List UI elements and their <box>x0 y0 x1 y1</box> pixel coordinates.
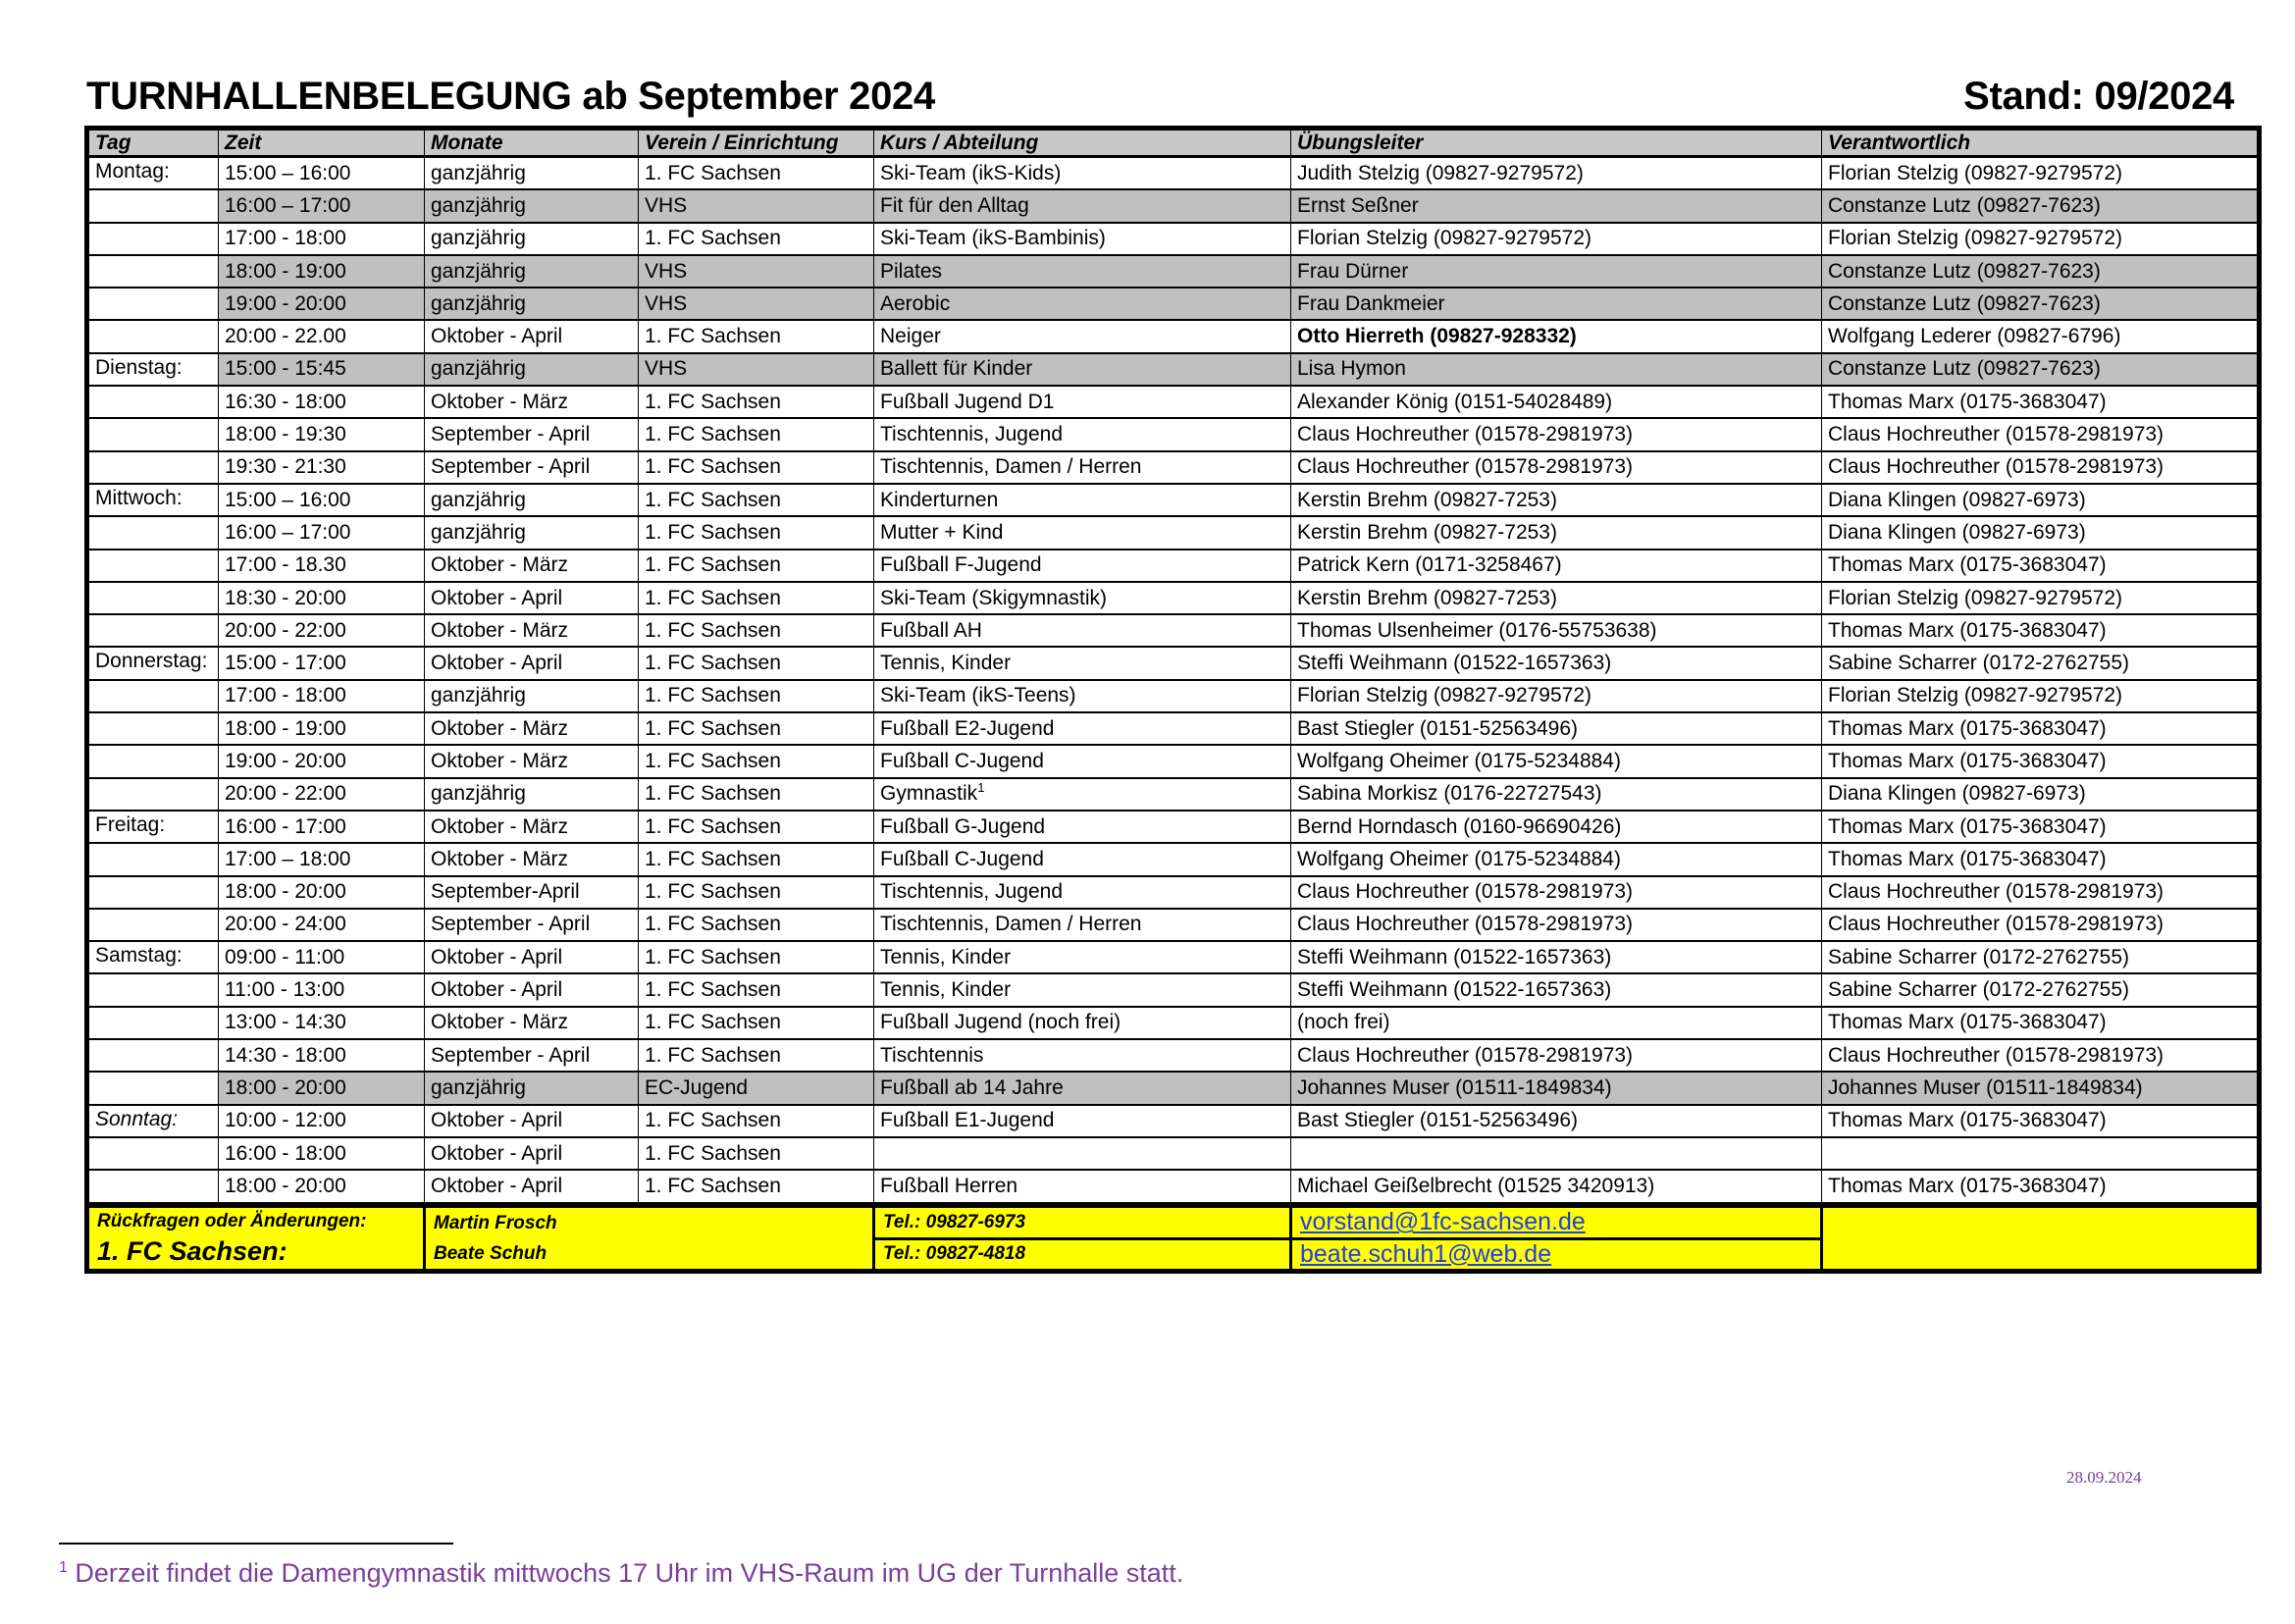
cell-kurs: Tischtennis, Damen / Herren <box>874 451 1291 484</box>
cell-tag <box>87 614 219 647</box>
table-row <box>87 582 2260 614</box>
footnote-marker: 1 <box>59 1559 68 1576</box>
cell-zeit: 15:00 - 15:45 <box>219 353 425 386</box>
cell-kurs: Pilates <box>874 255 1291 288</box>
contact-box <box>84 1203 2262 1274</box>
cell-monate: ganzjährig <box>425 223 639 255</box>
cell-tag <box>87 680 219 712</box>
cell-verantwortlich: Claus Hochreuther (01578-2981973) <box>1822 876 2260 909</box>
cell-tag <box>87 778 219 811</box>
cell-tag <box>87 582 219 614</box>
cell-tag <box>87 223 219 255</box>
cell-tag <box>87 189 219 222</box>
table-row <box>87 1007 2260 1039</box>
email-link-beate[interactable]: beate.schuh1@web.de <box>1300 1239 1552 1268</box>
table-row <box>87 189 2260 222</box>
cell-kurs: Fußball C-Jugend <box>874 843 1291 875</box>
cell-monate: ganzjährig <box>425 680 639 712</box>
cell-tag <box>87 712 219 745</box>
cell-tag <box>87 1039 219 1072</box>
cell-leiter: Otto Hierreth (09827-928332) <box>1291 320 1822 352</box>
cell-leiter: Steffi Weihmann (01522-1657363) <box>1291 973 1822 1006</box>
cell-monate: Oktober - April <box>425 320 639 352</box>
cell-leiter: Bernd Horndasch (0160-96690426) <box>1291 811 1822 843</box>
cell-tag <box>87 255 219 288</box>
cell-leiter: Wolfgang Oheimer (0175-5234884) <box>1291 843 1822 875</box>
footnote-text: Derzeit findet die Damengymnastik mittwochs 17 Uhr im VHS-Raum im UG der Turnhalle statt. <box>75 1558 1184 1588</box>
table-row <box>87 811 2260 843</box>
contact-name-2: Beate Schuh <box>434 1243 548 1264</box>
cell-zeit: 16:00 – 17:00 <box>219 516 425 549</box>
cell-tag <box>87 1137 219 1170</box>
schedule-header <box>87 129 2260 157</box>
cell-verantwortlich: Sabine Scharrer (0172-2762755) <box>1822 941 2260 973</box>
cell-kurs: Fußball AH <box>874 614 1291 647</box>
cell-tag: Dienstag: <box>87 353 219 386</box>
cell-zeit: 18:00 - 20:00 <box>219 1072 425 1104</box>
cell-leiter <box>1291 1137 1822 1170</box>
cell-leiter: Bast Stiegler (0151-52563496) <box>1291 1105 1822 1137</box>
cell-verein: 1. FC Sachsen <box>639 223 874 255</box>
table-row <box>87 876 2260 909</box>
cell-verantwortlich: Thomas Marx (0175-3683047) <box>1822 550 2260 582</box>
cell-zeit: 17:00 - 18:00 <box>219 223 425 255</box>
cell-kurs: Fußball E1-Jugend <box>874 1105 1291 1137</box>
table-row <box>87 778 2260 811</box>
cell-tag: Freitag: <box>87 811 219 843</box>
cell-zeit: 15:00 – 16:00 <box>219 484 425 516</box>
cell-verein: 1. FC Sachsen <box>639 451 874 484</box>
cell-monate: Oktober - März <box>425 745 639 777</box>
cell-leiter: Thomas Ulsenheimer (0176-55753638) <box>1291 614 1822 647</box>
table-row <box>87 255 2260 288</box>
contact-name-1: Martin Frosch <box>434 1213 557 1233</box>
cell-verein: 1. FC Sachsen <box>639 1007 874 1039</box>
cell-kurs: Fußball E2-Jugend <box>874 712 1291 745</box>
column-header: Tag <box>87 129 219 157</box>
cell-kurs: Tischtennis, Damen / Herren <box>874 909 1291 941</box>
cell-zeit: 10:00 - 12:00 <box>219 1105 425 1137</box>
cell-zeit: 20:00 - 22:00 <box>219 778 425 811</box>
column-header: Verantwortlich <box>1822 129 2260 157</box>
cell-verantwortlich: Constanze Lutz (09827-7623) <box>1822 189 2260 222</box>
cell-zeit: 18:00 - 20:00 <box>219 1170 425 1204</box>
cell-kurs: Fußball F-Jugend <box>874 550 1291 582</box>
cell-leiter: Claus Hochreuther (01578-2981973) <box>1291 418 1822 450</box>
cell-verein: 1. FC Sachsen <box>639 320 874 352</box>
cell-verein: 1. FC Sachsen <box>639 811 874 843</box>
contact-empty-cell <box>1822 1206 2260 1272</box>
table-row <box>87 614 2260 647</box>
cell-kurs: Fit für den Alltag <box>874 189 1291 222</box>
table-row <box>87 353 2260 386</box>
cell-verein: 1. FC Sachsen <box>639 1039 874 1072</box>
cell-verantwortlich: Thomas Marx (0175-3683047) <box>1822 712 2260 745</box>
table-row <box>87 1170 2260 1204</box>
cell-leiter: Steffi Weihmann (01522-1657363) <box>1291 941 1822 973</box>
cell-monate: Oktober - März <box>425 550 639 582</box>
cell-monate: Oktober - April <box>425 1137 639 1170</box>
cell-verantwortlich: Constanze Lutz (09827-7623) <box>1822 353 2260 386</box>
cell-verein: VHS <box>639 189 874 222</box>
cell-verantwortlich: Florian Stelzig (09827-9279572) <box>1822 680 2260 712</box>
cell-monate: Oktober - April <box>425 1170 639 1204</box>
column-header: Kurs / Abteilung <box>874 129 1291 157</box>
cell-verein: 1. FC Sachsen <box>639 386 874 418</box>
cell-verantwortlich: Sabine Scharrer (0172-2762755) <box>1822 647 2260 679</box>
column-header: Übungsleiter <box>1291 129 1822 157</box>
cell-leiter: Johannes Muser (01511-1849834) <box>1291 1072 1822 1104</box>
cell-tag <box>87 876 219 909</box>
cell-tag <box>87 550 219 582</box>
cell-zeit: 18:00 - 19:00 <box>219 255 425 288</box>
table-row <box>87 484 2260 516</box>
cell-zeit: 18:00 - 19:00 <box>219 712 425 745</box>
cell-monate: ganzjährig <box>425 353 639 386</box>
cell-monate: ganzjährig <box>425 157 639 190</box>
cell-tag <box>87 320 219 352</box>
cell-kurs: Ski-Team (ikS-Kids) <box>874 157 1291 190</box>
cell-verantwortlich: Claus Hochreuther (01578-2981973) <box>1822 451 2260 484</box>
email-link-vorstand[interactable]: vorstand@1fc-sachsen.de <box>1300 1208 1586 1236</box>
cell-monate: ganzjährig <box>425 1072 639 1104</box>
cell-zeit: 17:00 - 18.30 <box>219 550 425 582</box>
schedule-body <box>87 157 2260 1205</box>
cell-zeit: 18:30 - 20:00 <box>219 582 425 614</box>
cell-leiter: Claus Hochreuther (01578-2981973) <box>1291 876 1822 909</box>
cell-tag <box>87 418 219 450</box>
cell-verein: 1. FC Sachsen <box>639 1105 874 1137</box>
cell-verein: 1. FC Sachsen <box>639 647 874 679</box>
stand-date: Stand: 09/2024 <box>1963 75 2234 118</box>
table-row <box>87 941 2260 973</box>
cell-verein: 1. FC Sachsen <box>639 1170 874 1204</box>
table-row <box>87 550 2260 582</box>
cell-tag <box>87 516 219 549</box>
table-row <box>87 320 2260 352</box>
contact-label-cell <box>87 1206 425 1272</box>
cell-tag: Montag: <box>87 157 219 190</box>
cell-verantwortlich: Diana Klingen (09827-6973) <box>1822 516 2260 549</box>
cell-monate: Oktober - März <box>425 811 639 843</box>
cell-tag <box>87 451 219 484</box>
cell-tag <box>87 386 219 418</box>
cell-zeit: 20:00 - 24:00 <box>219 909 425 941</box>
cell-kurs: Tennis, Kinder <box>874 973 1291 1006</box>
cell-monate: Oktober - April <box>425 941 639 973</box>
cell-zeit: 18:00 - 20:00 <box>219 876 425 909</box>
table-row <box>87 157 2260 190</box>
cell-verein: VHS <box>639 255 874 288</box>
cell-kurs: Tennis, Kinder <box>874 647 1291 679</box>
contact-tel-1: Tel.: 09827-6973 <box>874 1206 1291 1239</box>
cell-tag <box>87 1170 219 1204</box>
cell-kurs: Ballett für Kinder <box>874 353 1291 386</box>
contact-club: 1. FC Sachsen: <box>97 1235 287 1266</box>
cell-verein: 1. FC Sachsen <box>639 745 874 777</box>
cell-verein: 1. FC Sachsen <box>639 516 874 549</box>
cell-zeit: 17:00 – 18:00 <box>219 843 425 875</box>
table-row <box>87 712 2260 745</box>
cell-verantwortlich: Thomas Marx (0175-3683047) <box>1822 614 2260 647</box>
cell-tag: Donnerstag: <box>87 647 219 679</box>
cell-kurs-text: Gymnastik <box>880 782 978 806</box>
cell-verantwortlich: Thomas Marx (0175-3683047) <box>1822 386 2260 418</box>
table-row <box>87 1137 2260 1170</box>
cell-leiter: Patrick Kern (0171-3258467) <box>1291 550 1822 582</box>
cell-kurs: Ski-Team (ikS-Bambinis) <box>874 223 1291 255</box>
contact-label: Rückfragen oder Änderungen: <box>97 1210 367 1231</box>
footnote <box>59 1558 1183 1589</box>
cell-zeit: 15:00 - 17:00 <box>219 647 425 679</box>
cell-tag: Samstag: <box>87 941 219 973</box>
cell-kurs: Fußball ab 14 Jahre <box>874 1072 1291 1104</box>
table-row <box>87 1039 2260 1072</box>
cell-kurs: Fußball Herren <box>874 1170 1291 1204</box>
cell-verantwortlich: Thomas Marx (0175-3683047) <box>1822 843 2260 875</box>
cell-monate: Oktober - April <box>425 973 639 1006</box>
cell-leiter: Frau Dürner <box>1291 255 1822 288</box>
cell-monate: Oktober - April <box>425 1105 639 1137</box>
cell-verein: 1. FC Sachsen <box>639 484 874 516</box>
cell-leiter: Wolfgang Oheimer (0175-5234884) <box>1291 745 1822 777</box>
cell-monate: ganzjährig <box>425 778 639 811</box>
cell-verantwortlich: Thomas Marx (0175-3683047) <box>1822 745 2260 777</box>
cell-leiter: Steffi Weihmann (01522-1657363) <box>1291 647 1822 679</box>
cell-zeit: 15:00 – 16:00 <box>219 157 425 190</box>
cell-kurs <box>874 778 1291 811</box>
cell-leiter: (noch frei) <box>1291 1007 1822 1039</box>
cell-leiter: Claus Hochreuther (01578-2981973) <box>1291 451 1822 484</box>
cell-leiter: Frau Dankmeier <box>1291 288 1822 320</box>
cell-kurs: Ski-Team (Skigymnastik) <box>874 582 1291 614</box>
cell-verantwortlich: Claus Hochreuther (01578-2981973) <box>1822 909 2260 941</box>
cell-kurs <box>874 1137 1291 1170</box>
table-row <box>87 1072 2260 1104</box>
cell-verantwortlich: Thomas Marx (0175-3683047) <box>1822 1170 2260 1204</box>
cell-verantwortlich: Florian Stelzig (09827-9279572) <box>1822 223 2260 255</box>
cell-kurs: Ski-Team (ikS-Teens) <box>874 680 1291 712</box>
cell-kurs: Neiger <box>874 320 1291 352</box>
cell-verantwortlich: Florian Stelzig (09827-9279572) <box>1822 582 2260 614</box>
cell-zeit: 20:00 - 22.00 <box>219 320 425 352</box>
cell-zeit: 20:00 - 22:00 <box>219 614 425 647</box>
cell-leiter: Bast Stiegler (0151-52563496) <box>1291 712 1822 745</box>
cell-monate: September - April <box>425 1039 639 1072</box>
cell-monate: ganzjährig <box>425 516 639 549</box>
cell-kurs: Tischtennis, Jugend <box>874 876 1291 909</box>
cell-verein: EC-Jugend <box>639 1072 874 1104</box>
cell-verein: 1. FC Sachsen <box>639 712 874 745</box>
table-row <box>87 680 2260 712</box>
cell-zeit: 19:00 - 20:00 <box>219 745 425 777</box>
cell-verantwortlich: Thomas Marx (0175-3683047) <box>1822 1007 2260 1039</box>
cell-verantwortlich: Diana Klingen (09827-6973) <box>1822 484 2260 516</box>
cell-leiter: Ernst Seßner <box>1291 189 1822 222</box>
cell-leiter: Alexander König (0151-54028489) <box>1291 386 1822 418</box>
cell-monate: ganzjährig <box>425 255 639 288</box>
cell-verein: 1. FC Sachsen <box>639 582 874 614</box>
cell-leiter: Lisa Hymon <box>1291 353 1822 386</box>
cell-verantwortlich: Florian Stelzig (09827-9279572) <box>1822 157 2260 190</box>
table-row <box>87 1105 2260 1137</box>
cell-verantwortlich: Claus Hochreuther (01578-2981973) <box>1822 418 2260 450</box>
cell-kurs: Kinderturnen <box>874 484 1291 516</box>
cell-verantwortlich: Thomas Marx (0175-3683047) <box>1822 811 2260 843</box>
cell-tag: Mittwoch: <box>87 484 219 516</box>
table-row <box>87 288 2260 320</box>
cell-leiter: Florian Stelzig (09827-9279572) <box>1291 223 1822 255</box>
table-row <box>87 418 2260 450</box>
cell-kurs: Aerobic <box>874 288 1291 320</box>
cell-tag <box>87 1072 219 1104</box>
cell-verantwortlich: Johannes Muser (01511-1849834) <box>1822 1072 2260 1104</box>
cell-verein: 1. FC Sachsen <box>639 157 874 190</box>
cell-monate: ganzjährig <box>425 189 639 222</box>
cell-zeit: 16:30 - 18:00 <box>219 386 425 418</box>
cell-tag <box>87 909 219 941</box>
cell-monate: September - April <box>425 451 639 484</box>
cell-verein: 1. FC Sachsen <box>639 876 874 909</box>
cell-leiter: Claus Hochreuther (01578-2981973) <box>1291 1039 1822 1072</box>
cell-monate: September-April <box>425 876 639 909</box>
cell-verein: 1. FC Sachsen <box>639 680 874 712</box>
cell-tag <box>87 973 219 1006</box>
table-row <box>87 745 2260 777</box>
footnote-divider <box>59 1543 453 1545</box>
cell-kurs: Tischtennis <box>874 1039 1291 1072</box>
cell-kurs: Tennis, Kinder <box>874 941 1291 973</box>
cell-tag <box>87 288 219 320</box>
table-row <box>87 386 2260 418</box>
cell-monate: Oktober - April <box>425 647 639 679</box>
cell-leiter: Kerstin Brehm (09827-7253) <box>1291 582 1822 614</box>
cell-zeit: 14:30 - 18:00 <box>219 1039 425 1072</box>
cell-tag <box>87 843 219 875</box>
cell-monate: Oktober - März <box>425 614 639 647</box>
cell-verantwortlich: Constanze Lutz (09827-7623) <box>1822 255 2260 288</box>
column-header: Zeit <box>219 129 425 157</box>
cell-verein: 1. FC Sachsen <box>639 614 874 647</box>
table-row <box>87 451 2260 484</box>
table-row <box>87 647 2260 679</box>
page-title: TURNHALLENBELEGUNG ab September 2024 <box>86 75 935 118</box>
cell-leiter: Claus Hochreuther (01578-2981973) <box>1291 909 1822 941</box>
cell-verein: 1. FC Sachsen <box>639 778 874 811</box>
cell-leiter: Sabina Morkisz (0176-22727543) <box>1291 778 1822 811</box>
cell-zeit: 17:00 - 18:00 <box>219 680 425 712</box>
cell-zeit: 16:00 - 17:00 <box>219 811 425 843</box>
cell-zeit: 16:00 - 18:00 <box>219 1137 425 1170</box>
cell-monate: September - April <box>425 909 639 941</box>
cell-monate: Oktober - März <box>425 1007 639 1039</box>
cell-leiter: Michael Geißelbrecht (01525 3420913) <box>1291 1170 1822 1204</box>
cell-zeit: 11:00 - 13:00 <box>219 973 425 1006</box>
cell-verein: 1. FC Sachsen <box>639 418 874 450</box>
cell-verein: VHS <box>639 288 874 320</box>
cell-verein: VHS <box>639 353 874 386</box>
cell-verantwortlich: Claus Hochreuther (01578-2981973) <box>1822 1039 2260 1072</box>
cell-leiter: Florian Stelzig (09827-9279572) <box>1291 680 1822 712</box>
schedule-table <box>84 126 2262 1207</box>
cell-kurs: Fußball C-Jugend <box>874 745 1291 777</box>
table-row <box>87 516 2260 549</box>
cell-leiter: Kerstin Brehm (09827-7253) <box>1291 484 1822 516</box>
cell-verein: 1. FC Sachsen <box>639 941 874 973</box>
column-header: Monate <box>425 129 639 157</box>
cell-zeit: 13:00 - 14:30 <box>219 1007 425 1039</box>
cell-monate: Oktober - April <box>425 582 639 614</box>
column-header: Verein / Einrichtung <box>639 129 874 157</box>
cell-verein: 1. FC Sachsen <box>639 843 874 875</box>
cell-kurs: Fußball G-Jugend <box>874 811 1291 843</box>
contact-tel-2: Tel.: 09827-4818 <box>874 1238 1291 1272</box>
cell-verantwortlich: Sabine Scharrer (0172-2762755) <box>1822 973 2260 1006</box>
cell-tag: Sonntag: <box>87 1105 219 1137</box>
cell-kurs: Fußball Jugend D1 <box>874 386 1291 418</box>
cell-verantwortlich: Wolfgang Lederer (09827-6796) <box>1822 320 2260 352</box>
cell-verein: 1. FC Sachsen <box>639 550 874 582</box>
cell-monate: ganzjährig <box>425 288 639 320</box>
cell-verantwortlich: Thomas Marx (0175-3683047) <box>1822 1105 2260 1137</box>
table-row <box>87 909 2260 941</box>
footnote-ref: 1 <box>977 780 985 796</box>
cell-verein: 1. FC Sachsen <box>639 1137 874 1170</box>
cell-kurs: Tischtennis, Jugend <box>874 418 1291 450</box>
cell-verein: 1. FC Sachsen <box>639 909 874 941</box>
table-row <box>87 223 2260 255</box>
cell-monate: September - April <box>425 418 639 450</box>
cell-tag <box>87 1007 219 1039</box>
cell-verein: 1. FC Sachsen <box>639 973 874 1006</box>
cell-verantwortlich: Constanze Lutz (09827-7623) <box>1822 288 2260 320</box>
cell-monate: ganzjährig <box>425 484 639 516</box>
cell-monate: Oktober - März <box>425 843 639 875</box>
cell-tag <box>87 745 219 777</box>
cell-verantwortlich: Diana Klingen (09827-6973) <box>1822 778 2260 811</box>
document-date: 28.09.2024 <box>2066 1468 2142 1487</box>
cell-monate: Oktober - März <box>425 712 639 745</box>
cell-kurs: Mutter + Kind <box>874 516 1291 549</box>
table-row <box>87 973 2260 1006</box>
cell-zeit: 19:00 - 20:00 <box>219 288 425 320</box>
cell-zeit: 09:00 - 11:00 <box>219 941 425 973</box>
cell-leiter: Kerstin Brehm (09827-7253) <box>1291 516 1822 549</box>
table-row <box>87 843 2260 875</box>
cell-zeit: 16:00 – 17:00 <box>219 189 425 222</box>
cell-verantwortlich <box>1822 1137 2260 1170</box>
contact-names-cell <box>425 1206 874 1272</box>
cell-kurs: Fußball Jugend (noch frei) <box>874 1007 1291 1039</box>
cell-zeit: 18:00 - 19:30 <box>219 418 425 450</box>
cell-zeit: 19:30 - 21:30 <box>219 451 425 484</box>
cell-leiter: Judith Stelzig (09827-9279572) <box>1291 157 1822 190</box>
cell-monate: Oktober - März <box>425 386 639 418</box>
